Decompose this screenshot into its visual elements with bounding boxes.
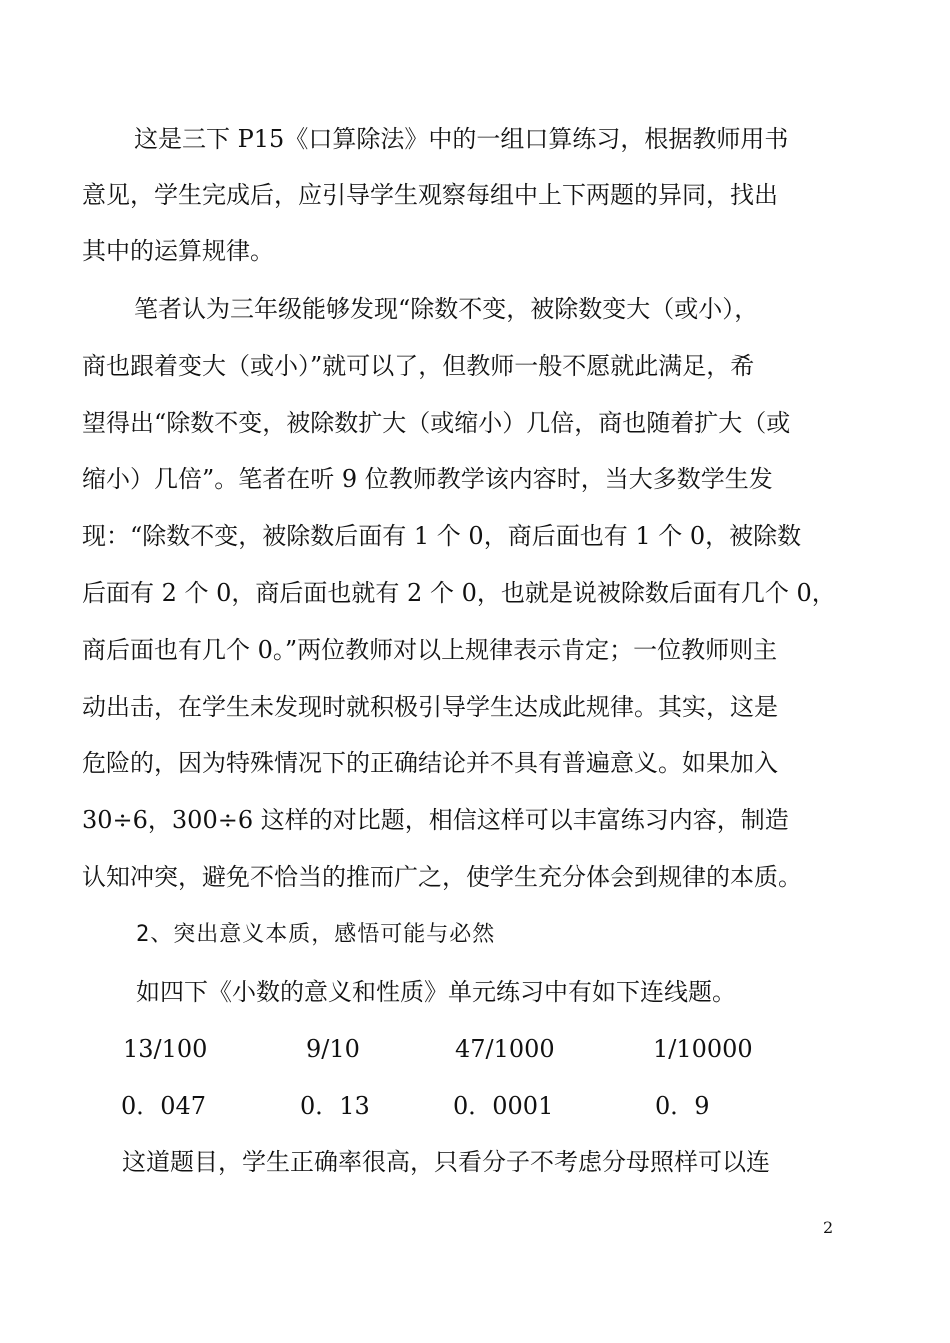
paragraph-line: 望得出“除数不变，被除数扩大（或缩小）几倍，商也随着扩大（或: [82, 409, 791, 437]
paragraph-line: 笔者认为三年级能够发现“除数不变，被除数变大（或小），: [134, 295, 759, 323]
paragraph-line: 30÷6，300÷6 这样的对比题，相信这样可以丰富练习内容，制造: [82, 806, 789, 834]
paragraph-line: 现：“除数不变，被除数后面有 1 个 0，商后面也有 1 个 0，被除数: [82, 522, 802, 550]
paragraph-line: 后面有 2 个 0，商后面也就有 2 个 0，也就是说被除数后面有几个 0，: [82, 579, 836, 607]
decimal-item: 0．047: [121, 1092, 207, 1120]
paragraph-line: 危险的，因为特殊情况下的正确结论并不具有普遍意义。如果加入: [82, 749, 778, 777]
fraction-item: 47/1000: [455, 1035, 555, 1063]
paragraph-line: 缩小）几倍”。笔者在听 9 位教师教学该内容时，当大多数学生发: [82, 465, 773, 493]
page-number: 2: [823, 1218, 834, 1237]
paragraph-line: 意见，学生完成后，应引导学生观察每组中上下两题的异同，找出: [82, 181, 778, 209]
fraction-item: 13/100: [123, 1035, 208, 1063]
decimal-item: 0．9: [655, 1092, 710, 1120]
paragraph-line: 动出击，在学生未发现时就积极引导学生达成此规律。其实，这是: [82, 693, 778, 721]
decimal-item: 0．13: [300, 1092, 370, 1120]
intro-line: 如四下《小数的意义和性质》单元练习中有如下连线题。: [136, 978, 736, 1006]
paragraph-line: 商也跟着变大（或小）”就可以了，但教师一般不愿就此满足，希: [82, 352, 755, 380]
fraction-item: 9/10: [306, 1035, 360, 1063]
decimal-item: 0．0001: [453, 1092, 554, 1120]
section-heading: 2、突出意义本质，感悟可能与必然: [136, 922, 496, 947]
paragraph-line: 这道题目，学生正确率很高，只看分子不考虑分母照样可以连: [122, 1148, 770, 1176]
fraction-item: 1/10000: [653, 1035, 753, 1063]
paragraph-line: 这是三下 P15《口算除法》中的一组口算练习，根据教师用书: [134, 125, 789, 153]
paragraph-line: 其中的运算规律。: [82, 237, 274, 265]
paragraph-line: 认知冲突，避免不恰当的推而广之，使学生充分体会到规律的本质。: [82, 863, 802, 891]
paragraph-line: 商后面也有几个 0。”两位教师对以上规律表示肯定；一位教师则主: [82, 636, 778, 664]
